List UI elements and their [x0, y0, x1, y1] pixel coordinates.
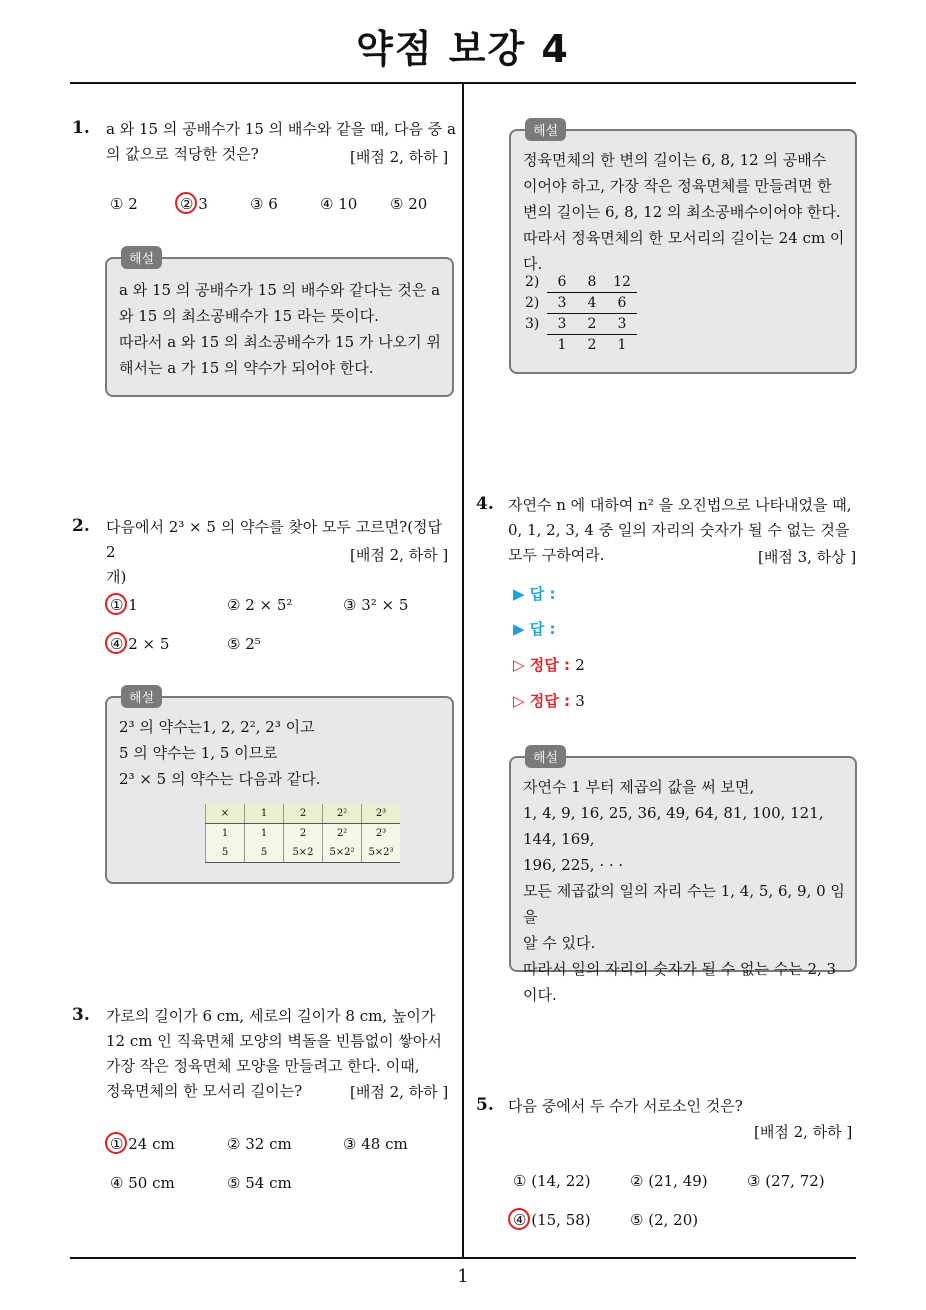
- choice-4[interactable]: ④ 10: [320, 195, 358, 213]
- question-number: 5.: [476, 1095, 494, 1115]
- question-text: 자연수 n 에 대하여 n² 을 오진법으로 나타내었을 때, 0, 1, 2, 3, 4 중 일의 자리의 숫자가 될 수 없는 것을 모두 구하여라.: [508, 496, 852, 564]
- choice-3[interactable]: ③ 6: [250, 195, 278, 213]
- score-label: [배점 2, 하하 ]: [350, 546, 449, 564]
- solution-tag: 해설: [525, 745, 566, 768]
- answer-blank[interactable]: ▶ 답 :: [513, 620, 556, 638]
- solution-text: 2³ 의 약수는1, 2, 2², 2³ 이고 5 의 약수는 1, 5 이므로 2³ × 5 의 약수는 다음과 같다.: [119, 718, 321, 788]
- red-circle-mark: [175, 192, 197, 214]
- score-label: [배점 2, 하하 ]: [754, 1123, 853, 1141]
- score-label: [배점 2, 하하 ]: [350, 148, 449, 166]
- solution-box: [509, 124, 857, 374]
- red-circle-mark: [105, 593, 127, 615]
- choice-3[interactable]: ③ 3² × 5: [343, 596, 409, 614]
- choice-1[interactable]: ① (14, 22): [513, 1172, 591, 1190]
- red-circle-mark: [105, 1132, 127, 1154]
- page-title: 약점 보강 4: [356, 27, 570, 71]
- solution-box: [105, 691, 454, 884]
- choice-5[interactable]: ⑤ (2, 20): [630, 1211, 699, 1229]
- question-text: 다음 중에서 두 수가 서로소인 것은?: [508, 1097, 743, 1115]
- choice-5[interactable]: ⑤ 20: [390, 195, 428, 213]
- solution-box: [105, 252, 454, 397]
- solution-tag: 해설: [525, 118, 566, 141]
- score-label: [배점 2, 하하 ]: [350, 1083, 449, 1101]
- answer-blank[interactable]: ▶ 답 :: [513, 585, 556, 603]
- question-number: 1.: [72, 118, 90, 138]
- choice-3[interactable]: ③ (27, 72): [747, 1172, 825, 1190]
- correct-answer: ▷ 정답 : 2: [513, 656, 585, 674]
- column-divider: [462, 83, 464, 1259]
- choice-2[interactable]: ② 32 cm: [227, 1135, 292, 1153]
- choice-4[interactable]: ④ (15, 58): [513, 1211, 591, 1229]
- divisor-table: × 1 2 2² 2³ 1 1 2 2² 2³ 5 5 5×2 5×2² 5×2³: [205, 804, 400, 863]
- solution-text: 정육면체의 한 변의 길이는 6, 8, 12 의 공배수 이어야 하고, 가장 작은 정육면체를 만들려면 한 변의 길이는 6, 8, 12 의 최소공배수이어야 한다. 따라서 정육면체의 한 모서리의 길이는 24 cm 이 다.: [523, 151, 845, 273]
- solution-box: [509, 751, 857, 1004]
- correct-answer: ▷ 정답 : 3: [513, 692, 585, 710]
- page-number: 1: [457, 1266, 469, 1287]
- solution-text: 자연수 1 부터 제곱의 값을 써 보면, 1, 4, 9, 16, 25, 36, 49, 64, 81, 100, 121, 144, 169, 196, 225, · · · 모든 제곱값의 일의 자리 수는 1, 4, 5, 6, 9, 0 임을 알 수 있다. 따라서 일의 자리의 숫자가 될 수 없는 수는 2, 3 이다.: [523, 778, 845, 1004]
- choice-4[interactable]: ④ 50 cm: [110, 1174, 175, 1192]
- question-number: 2.: [72, 516, 90, 536]
- solution-tag: 해설: [121, 685, 162, 708]
- question-text: 가로의 길이가 6 cm, 세로의 길이가 8 cm, 높이가 12 cm 인 직육면체 모양의 벽돌을 빈틈없이 쌓아서 가장 작은 정육면체 모양을 만들려고 한다. 이때, 정육면체의 한 모서리 길이는?: [106, 1007, 442, 1100]
- question-number: 3.: [72, 1005, 90, 1025]
- solution-tag: 해설: [121, 246, 162, 269]
- question-number: 4.: [476, 494, 494, 514]
- choice-3[interactable]: ③ 48 cm: [343, 1135, 408, 1153]
- choice-1[interactable]: ① 1: [110, 596, 138, 614]
- choice-2[interactable]: ② (21, 49): [630, 1172, 708, 1190]
- choice-2[interactable]: ② 3: [180, 195, 208, 213]
- choice-1[interactable]: ① 2: [110, 195, 138, 213]
- choice-4[interactable]: ④ 2 × 5: [110, 635, 170, 653]
- choice-2[interactable]: ② 2 × 5²: [227, 596, 293, 614]
- solution-text: a 와 15 의 공배수가 15 의 배수와 같다는 것은 a 와 15 의 최소공배수가 15 라는 뜻이다. 따라서 a 와 15 의 최소공배수가 15 가 나오기 위 해서는 a 가 15 의 약수가 되어야 한다.: [119, 281, 441, 377]
- red-circle-mark: [105, 632, 127, 654]
- score-label: [배점 3, 하상 ]: [758, 548, 857, 566]
- bottom-rule: [70, 1257, 856, 1259]
- choice-5[interactable]: ⑤ 54 cm: [227, 1174, 292, 1192]
- question-text: a 와 15 의 공배수가 15 의 배수와 같을 때, 다음 중 a 의 값으로 적당한 것은?: [106, 120, 456, 163]
- division-ladder: 2) 6 8 12 2) 3 4 6 3) 3 2 3 1 2 1: [525, 272, 637, 355]
- red-circle-mark: [508, 1208, 530, 1230]
- choice-5[interactable]: ⑤ 2⁵: [227, 635, 261, 653]
- choice-1[interactable]: ① 24 cm: [110, 1135, 175, 1153]
- question-text: 다음에서 2³ × 5 의 약수를 찾아 모두 고르면?(정답 2 개): [106, 518, 443, 586]
